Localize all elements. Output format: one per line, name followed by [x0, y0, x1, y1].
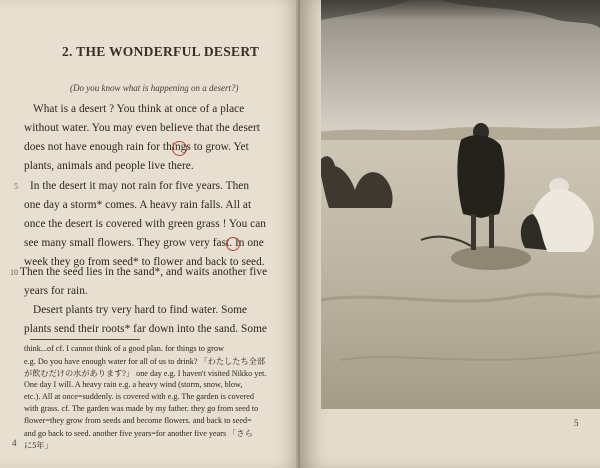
- footnote-line: with grass. cf. The garden was made by my father. they go from seed to: [24, 404, 259, 413]
- desert-photo: [321, 0, 600, 409]
- footnote-line: and go back to seed. another five years=for another five years 「さら: [24, 429, 253, 438]
- footnote-line: が飲むだけの水があります?」 one day e.g. I haven't visited Nikko yet.: [24, 369, 267, 378]
- body-line: In the desert it may not rain for five years. Then: [30, 180, 250, 192]
- footnote-line: flower=they grow from seeds and become flowers. and back to seed=: [24, 416, 252, 425]
- page-number-left: 4: [12, 438, 17, 448]
- desert-photo-image: [321, 0, 600, 409]
- chapter-subtitle: (Do you know what is happening on a desert?): [70, 83, 239, 93]
- body-line: years for rain.: [24, 285, 88, 297]
- footnote-line: etc.). All at once=suddenly. is covered with e.g. The garden is covered: [24, 392, 254, 401]
- body-line: Desert plants try very hard to find water. Some: [33, 304, 248, 316]
- body-line: week they go from seed* to flower and back to seed.: [24, 256, 265, 268]
- body-line: does not have enough rain for things to grow. Yet: [24, 141, 249, 153]
- footnote-line: One day I will. A heavy rain e.g. a heavy wind (storm, snow, blow,: [24, 380, 243, 389]
- body-line: once the desert is covered with green grass ! You can: [24, 218, 267, 230]
- body-line: Then the seed lies in the sand*, and waits another five: [20, 266, 268, 278]
- body-line: without water. You may even believe that the desert: [24, 122, 260, 134]
- body-line: plants send their roots* far down into the sand. Some: [24, 323, 267, 335]
- page-number-right: 5: [574, 418, 579, 428]
- chapter-title: 2. THE WONDERFUL DESERT: [62, 44, 260, 59]
- body-line: What is a desert ? You think at once of a place: [33, 103, 245, 115]
- line-number: 10: [10, 268, 18, 277]
- body-line: see many small flowers. They grow very fast. In one: [24, 237, 264, 249]
- body-line: one day a storm* comes. A heavy rain falls. All at: [24, 199, 252, 211]
- footnote-line: think...of cf. I cannot think of a good plan. for things to grow: [24, 344, 224, 353]
- body-line: plants, animals and people live there.: [24, 160, 194, 172]
- footnote-line: e.g. Do you have enough water for all of us to drink? 「わたしたち全部: [24, 357, 266, 366]
- footnote-line: に5年」: [24, 441, 53, 450]
- line-number: 5: [14, 182, 18, 191]
- footnote-rule: [30, 339, 140, 340]
- pencil-circle-mark: [226, 237, 240, 251]
- pencil-circle-mark: [172, 141, 187, 156]
